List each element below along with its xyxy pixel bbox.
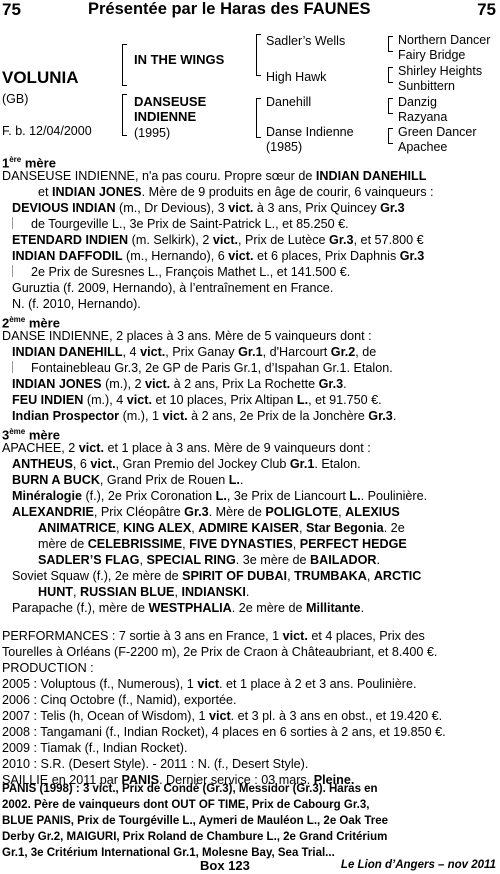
text-line: INDIAN JONES (m.), 2 vict. à 2 ans, Prix La Rochette Gr.3. — [12, 377, 347, 391]
pedigree-grandsire-2: High Hawk — [266, 70, 327, 84]
page-title: Présentée par le Haras des FAUNES — [88, 0, 371, 18]
pedigree-granddam-2-year: (1985) — [266, 140, 303, 154]
text-line: Minéralogie (f.), 2e Prix Coronation L., 3e Prix de Liancourt L.. Poulinière. — [12, 489, 428, 503]
text-line: Gr.1, 3e Critérium International Gr.1, Molesne Bay, Sea Trial... — [2, 847, 335, 859]
pedigree-g3-4: Sunbittern — [398, 79, 455, 93]
production-item: 2008 : Tangamani (f., Indian Rocket), 4 places en 6 sorties à 2 ans, et 19.850 €. — [2, 725, 446, 739]
text-line: DANSEUSE INDIENNE, n'a pas couru. Propre sœur de INDIAN DANEHILL — [2, 169, 427, 183]
text-line: BURN A BUCK, Grand Prix de Rouen L.. — [12, 473, 244, 487]
pedigree-g3-3: Shirley Heights — [398, 64, 483, 78]
text-line: DANSE INDIENNE, 2 places à 3 ans. Mère de 5 vainqueurs dont : — [2, 329, 372, 343]
box-number: Box 123 — [200, 858, 250, 873]
text-line: Indian Prospector (m.), 1 vict. à 2 ans, 2e Prix de la Jonchère Gr.3. — [12, 409, 397, 423]
performance-section — [2, 628, 500, 788]
text-line: PANIS (1998) : 3 vict., Prix de Condé (Gr.3), Messidor (Gr.3). Haras en — [2, 783, 378, 795]
text-line: INDIAN DAFFODIL (m., Hernando), 6 vict. et 6 places, Prix Daphnis Gr.3 — [12, 249, 425, 263]
horse-origin: (GB) — [2, 92, 29, 106]
text-line: Derby Gr.2, MAIGURI, Prix Roland de Chambure L., 2e Grand Critérium — [2, 831, 388, 843]
text-line: mère de CELEBRISSIME, FIVE DYNASTIES, PERFECT HEDGE — [38, 537, 407, 551]
production-item: 2007 : Telis (h, Ocean of Wisdom), 1 vict. et 3 pl. à 3 ans en obst., et 19.420 €. — [2, 709, 443, 723]
text-line: ETENDARD INDIEN (m. Selkirk), 2 vict., Prix de Lutèce Gr.3, et 57.800 € — [12, 233, 424, 247]
pedigree-bracket — [388, 36, 393, 52]
family-section — [2, 152, 500, 616]
pedigree-bracket — [388, 128, 393, 144]
pedigree-granddam-1: Danehill — [266, 95, 312, 109]
pedigree-g3-8: Apachee — [398, 140, 448, 154]
production-item: 2010 : S.R. (Desert Style). - 2011 : N. (f., Desert Style). — [2, 757, 309, 771]
pedigree-sire: IN THE WINGS — [134, 52, 225, 67]
pedigree-g3-6: Razyana — [398, 110, 448, 124]
pedigree-grandsire-1: Sadler’s Wells — [266, 34, 346, 48]
pedigree-g3-5: Danzig — [398, 95, 437, 109]
pedigree-bracket — [256, 98, 261, 138]
text-line: BLUE PANIS, Prix de Tourgéville L., Aymeri de Mauléon L., 2e Oak Tree — [2, 815, 388, 827]
text-line: Parapache (f.), mère de WESTPHALIA. 2e mère de Millitante. — [12, 601, 365, 615]
production-item: 2006 : Cinq Octobre (f., Namid), exportée. — [2, 693, 237, 707]
text-line: 2e Prix de Suresnes L., François Mathet L., et 141.500 €. — [2, 264, 500, 280]
text-line: FEU INDIEN (m.), 4 vict. et 10 places, Prix Altipan L., et 91.750 €. — [12, 393, 382, 407]
pedigree-g3-1: Northern Dancer — [398, 33, 491, 47]
pedigree-bracket — [388, 67, 393, 83]
text-line: ALEXANDRIE, Prix Cléopâtre Gr.3. Mère de POLIGLOTE, ALEXIUS — [12, 505, 400, 519]
text-line: ANTHEUS, 6 vict., Gran Premio del Jockey Club Gr.1. Etalon. — [12, 457, 361, 471]
pedigree-bracket — [256, 34, 261, 76]
pedigree-dam-line2: INDIENNE — [134, 109, 197, 124]
footer — [0, 858, 500, 874]
pedigree-dam-line1: DANSEUSE — [134, 94, 207, 109]
heading-third-dam: 3ème mère — [2, 427, 60, 440]
lot-number-right: 75 — [477, 0, 496, 19]
sire-description — [2, 782, 500, 862]
horse-birth: F. b. 12/04/2000 — [2, 124, 92, 138]
production-item: 2005 : Voluptous (f., Numerous), 1 vict. et 1 place à 2 et 3 ans. Poulinière. — [2, 677, 417, 691]
heading-second-dam: 2ème mère — [2, 315, 60, 328]
horse-name: VOLUNIA — [2, 68, 79, 87]
text-line: APACHEE, 2 vict. et 1 place à 3 ans. Mère de 9 vainqueurs dont : — [2, 441, 371, 455]
production-heading: PRODUCTION : — [2, 661, 94, 675]
text-line: INDIAN DANEHILL, 4 vict., Prix Ganay Gr.1, d'Harcourt Gr.2, de — [12, 345, 377, 359]
event-name: Le Lion d’Angers – nov 2011 — [340, 859, 496, 871]
text-line: Fontainebleau Gr.3, 2e GP de Paris Gr.1, d’Ispahan Gr.1. Etalon. — [2, 360, 500, 376]
text-line: N. (f. 2010, Hernando). — [12, 297, 141, 311]
pedigree-g3-7: Green Dancer — [398, 125, 477, 139]
text-line: Soviet Squaw (f.), 2e mère de SPIRIT OF DUBAI, TRUMBAKA, ARCTIC — [12, 569, 422, 583]
text-line: DEVIOUS INDIAN (m., Dr Devious), 3 vict. à 3 ans, Prix Quincey Gr.3 — [12, 201, 405, 215]
lot-number-left: 75 — [2, 0, 21, 19]
pedigree-bracket — [122, 94, 127, 136]
pedigree-g3-2: Fairy Bridge — [398, 48, 466, 62]
heading-first-dam: 1ère mère — [2, 155, 56, 168]
pedigree-bracket — [388, 98, 393, 114]
text-line: SADLER’S FLAG, SPECIAL RING. 3e mère de BAILADOR. — [38, 553, 380, 567]
saillie-line: SAILLIE en 2011 par PANIS. Dernier service : 03 mars. Pleine. — [2, 773, 355, 787]
text-line: Guruztia (f. 2009, Hernando), à l’entraînement en France. — [12, 281, 334, 295]
text-line: et INDIAN JONES. Mère de 9 produits en âge de courir, 6 vainqueurs : — [38, 185, 434, 199]
text-line: de Tourgeville L., 3e Prix de Saint-Patrick L., et 85.250 €. — [2, 216, 500, 232]
text-line: ANIMATRICE, KING ALEX, ADMIRE KAISER, Star Begonia. 2e — [38, 521, 405, 535]
text-line: 2002. Père de vainqueurs dont OUT OF TIME, Prix de Cabourg Gr.3, — [2, 799, 370, 811]
pedigree-granddam-2: Danse Indienne — [266, 125, 354, 139]
text-line: PERFORMANCES : 7 sortie à 3 ans en France, 1 vict. et 4 places, Prix des — [2, 629, 425, 643]
pedigree-bracket — [122, 44, 127, 86]
production-item: 2009 : Tiamak (f., Indian Rocket). — [2, 741, 188, 755]
text-line: Tourelles à Orléans (F-2200 m), 2e Prix de Craon à Châteaubriant, et 8.400 €. — [2, 645, 438, 659]
pedigree-dam-year: (1995) — [134, 126, 171, 140]
text-line: HUNT, RUSSIAN BLUE, INDIANSKI. — [38, 585, 250, 599]
